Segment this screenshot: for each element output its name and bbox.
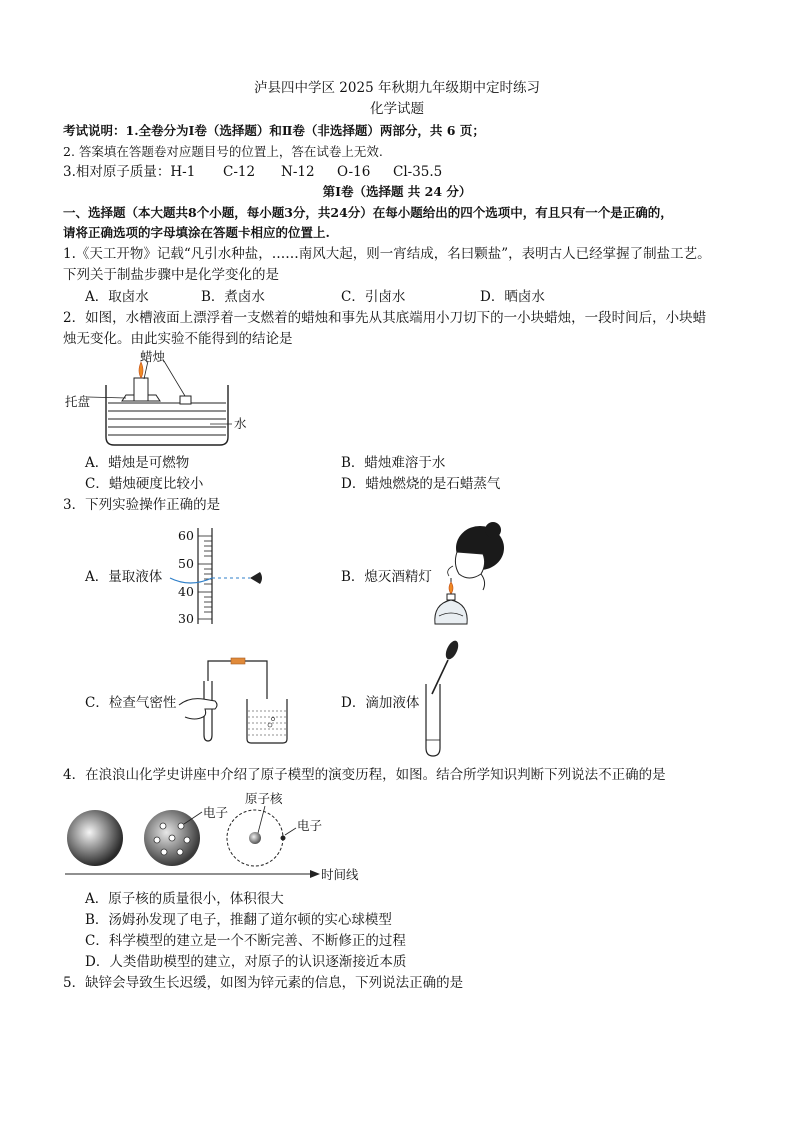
q4-option-a: A．原子核的质量很小，体积很大 — [85, 891, 284, 907]
q3-option-d: D．滴加液体 — [341, 695, 420, 711]
q3-option-a: A．量取液体 — [85, 569, 163, 585]
q2-label-tray: 托盘 — [65, 394, 91, 409]
q4-label-nucleus: 原子核 — [245, 791, 283, 806]
section-heading: 第Ⅰ卷（选择题 共 24 分） — [322, 184, 472, 199]
q4-label-timeline: 时间线 — [321, 867, 359, 882]
q3-tick-60: 60 — [178, 528, 194, 543]
q1-stem-line-2: 下列关于制盐步骤中是化学变化的是 — [63, 267, 279, 283]
q1-option-b: B．煮卤水 — [201, 289, 265, 305]
q3-option-b: B．熄灭酒精灯 — [341, 569, 432, 585]
q1-option-d: D．晒卤水 — [480, 289, 545, 305]
q2-option-a: A．蜡烛是可燃物 — [85, 455, 190, 471]
atomic-mass-o: O-16 — [337, 164, 371, 180]
q4-label-electron-2: 电子 — [297, 818, 323, 833]
q2-label-candle: 蜡烛 — [140, 349, 166, 364]
q2-stem-line-2: 烛无变化。由此实验不能得到的结论是 — [63, 331, 293, 347]
q3-stem: 3．下列实验操作正确的是 — [63, 497, 221, 513]
exam-subtitle: 化学试题 — [370, 101, 424, 117]
atomic-mass-h: H-1 — [170, 164, 196, 180]
q1-stem-line-1: 1.《天工开物》记载“凡引水种盐，……南风大起，则一宵结成，名曰颗盐”，表明古人已经掌握了制盐工艺。 — [63, 246, 711, 262]
instruction-line-1: 考试说明：1.全卷分为Ⅰ卷（选择题）和Ⅱ卷（非选择题）两部分，共 6 页； — [63, 123, 485, 138]
q3-tick-30: 30 — [178, 611, 194, 626]
q2-option-c: C．蜡烛硬度比较小 — [85, 476, 204, 492]
section-intro-line-1: 一、选择题（本大题共8个小题，每小题3分，共24分）在每小题给出的四个选项中，有且只有一个是正确的， — [63, 205, 673, 220]
q3-tick-40: 40 — [178, 584, 194, 599]
q4-option-b: B．汤姆孙发现了电子，推翻了道尔顿的实心球模型 — [85, 912, 392, 928]
exam-title: 泸县四中学区 2025 年秋期九年级期中定时练习 — [254, 80, 540, 96]
atomic-mass-n: N-12 — [281, 164, 315, 180]
instruction-line-2: 2. 答案填在答题卷对应题目号的位置上，答在试卷上无效. — [63, 144, 383, 159]
q3-airtightness-figure — [175, 655, 295, 745]
atomic-mass-c: C-12 — [223, 164, 256, 180]
section-intro-line-2: 请将正确选项的字母填涂在答题卡相应的位置上. — [63, 225, 330, 240]
q4-stem: 4．在浪浪山化学史讲座中介绍了原子模型的演变历程，如图。结合所学知识判断下列说法不正确的是 — [63, 767, 666, 783]
q3-option-c: C．检查气密性 — [85, 695, 177, 711]
q3-dropper-figure — [418, 640, 468, 760]
q5-stem: 5．缺锌会导致生长迟缓，如图为锌元素的信息，下列说法正确的是 — [63, 975, 464, 991]
q1-option-a: A．取卤水 — [85, 289, 149, 305]
q1-option-c: C．引卤水 — [341, 289, 406, 305]
q4-option-d: D．人类借助模型的建立，对原子的认识逐渐接近本质 — [85, 954, 407, 970]
atomic-mass-cl: Cl-35.5 — [393, 164, 443, 180]
q3-graduated-cylinder — [160, 526, 270, 626]
q4-option-c: C．科学模型的建立是一个不断完善、不断修正的过程 — [85, 933, 406, 949]
q2-stem-line-1: 2．如图，水槽液面上漂浮着一支燃着的蜡烛和事先从其底端用小刀切下的一小块蜡烛，一段时间后，小块蜡 — [63, 310, 707, 326]
q2-label-water: 水 — [234, 416, 247, 431]
q2-option-d: D．蜡烛燃烧的是石蜡蒸气 — [341, 476, 501, 492]
atomic-mass-prefix: 3.相对原子质量： — [63, 164, 171, 180]
q4-label-electron-1: 电子 — [203, 805, 229, 820]
q3-blowing-lamp-figure — [425, 520, 510, 630]
q3-tick-50: 50 — [178, 556, 194, 571]
instruction-line-3 — [63, 163, 195, 181]
q2-option-b: B．蜡烛难溶于水 — [341, 455, 446, 471]
